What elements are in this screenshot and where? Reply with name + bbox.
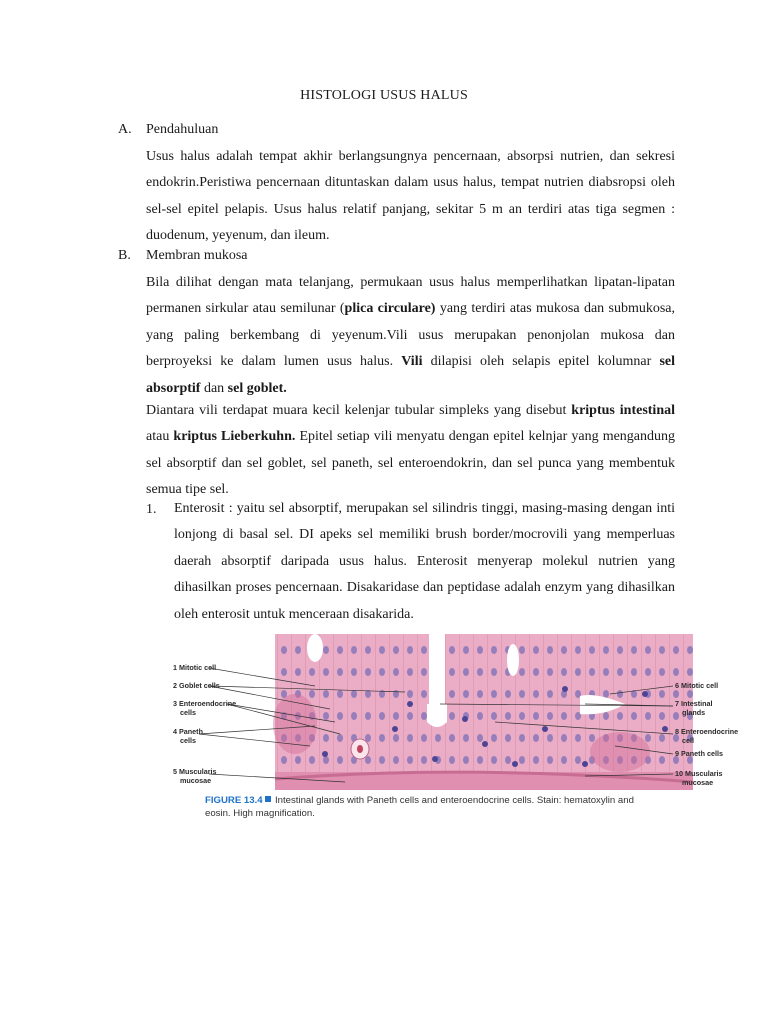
- caption-line-2: eosin. High magnification.: [205, 808, 315, 819]
- section-a-heading: [118, 122, 218, 138]
- section-b-heading: [118, 248, 247, 264]
- page-title: HISTOLOGI USUS HALUS: [300, 88, 468, 103]
- figure-labels-left: [173, 663, 236, 785]
- section-b-title: Membran mukosa: [146, 248, 248, 263]
- label-2-goblet-cells: 2 Goblet cells: [173, 681, 220, 690]
- p1-bold-sel-absorptif: sel absorptif: [146, 354, 675, 396]
- section-b-paragraph-1: [146, 270, 675, 402]
- label-3-enteroendocrine: 3 Enteroendocrine: [173, 699, 237, 708]
- label-5-muscularis: 5 Muscularis: [173, 767, 217, 776]
- label-6-mitotic-cell: 6 Mitotic cell: [675, 681, 719, 690]
- p2-bold-kriptus-intestinal: kriptus intestinal: [571, 403, 675, 418]
- caption-square-icon: [265, 796, 271, 802]
- figure-caption: [205, 795, 634, 819]
- section-a-paragraph: Usus halus adalah tempat akhir berlangsungnya pencernaan, absorpsi nutrien, dan sekresi endokrin.Peristiwa pencernaan dituntaskan dalam usus halus, tempat nutrien diabsropsi oleh sel-sel epitel pelapis. Usus halus relatif panjang, sekitar 5 m an terdiri atas tiga segmen : duodenum, yeyenum, dan ileum.: [146, 149, 675, 244]
- p1-text-4: dan: [200, 380, 228, 396]
- section-a-letter: A.: [118, 122, 132, 137]
- label-3-line2: cells: [180, 708, 196, 717]
- label-8-line2: cell: [682, 736, 694, 745]
- section-a-title: Pendahuluan: [146, 122, 219, 137]
- section-b-paragraph-2: [146, 398, 675, 504]
- p1-bold-sel-goblet: sel goblet.: [227, 380, 287, 396]
- p2-text-1: Diantara vili terdapat muara kecil kelenjar tubular simpleks yang disebut: [146, 403, 572, 418]
- label-10-line2: mucosae: [682, 778, 714, 787]
- p1-bold-vili: Vili: [401, 354, 423, 370]
- label-7-line2: glands: [682, 708, 706, 717]
- label-4-line2: cells: [180, 736, 196, 745]
- label-1-mitotic-cell: 1 Mitotic cell: [173, 663, 217, 672]
- p2-bold-kriptus-lieberkuhn: kriptus Lieberkuhn.: [173, 429, 296, 445]
- label-8-enteroendocrine: 8 Enteroendocrine: [675, 727, 739, 736]
- p2-text-3: Epitel setiap vili menyatu dengan epitel kelnjar yang mengandung sel absorptif dan sel goblet, sel paneth, sel enteroendokrin, dan sel punca yang membentuk semua tipe sel.: [146, 429, 676, 498]
- p1-bold-plica: plica circulare): [344, 301, 436, 317]
- p1-text-2: yang terdiri atas mukosa dan submukosa, yang paling berkembang di yeyenum.Vili usus merupakan penonjolan mukosa dan berproyeksi ke dalam lumen usus halus.: [146, 301, 676, 370]
- p2-text-2: atau: [146, 429, 174, 445]
- list-item-1-number: 1.: [146, 502, 157, 517]
- gland-lumen-3: [307, 634, 323, 662]
- section-b-letter: B.: [118, 248, 131, 263]
- caption-line-1: Intestinal glands with Paneth cells and enteroendocrine cells. Stain: hematoxylin and: [275, 795, 634, 806]
- caption-title: FIGURE 13.4: [205, 795, 263, 806]
- p1-text-1: Bila dilihat dengan mata telanjang, permukaan usus halus memperlihatkan lipatan-lipatan permanen sirkular atau semilunar (: [146, 275, 675, 317]
- label-7-intestinal-glands: 7 Intestinal: [675, 699, 713, 708]
- label-4-paneth: 4 Paneth: [173, 727, 203, 736]
- list-item-1-text: Enterosit : yaitu sel absorptif, merupakan sel silindris tinggi, masing-masing dengan inti lonjong di basal sel. DI apeks sel memiliki brush border/mocrovili yang memperluas daerah absorptif daripada usus halus. Enterosit menyerap molekul nutrien yang dihasilkan proses pencernaan. Disakaridase dan peptidase adalah enzym yang dihasilkan oleh enterosit untuk menceraan disakarida.: [174, 501, 675, 622]
- label-9-paneth-cells: 9 Paneth cells: [675, 749, 723, 758]
- histology-figure: [165, 634, 739, 826]
- label-10-muscularis: 10 Muscularis: [675, 769, 723, 778]
- micrograph: [273, 634, 693, 790]
- p1-text-3: dilapisi oleh selapis epitel kolumnar: [422, 354, 660, 370]
- label-5-line2: mucosae: [180, 776, 212, 785]
- gland-lumen-1: [427, 704, 447, 727]
